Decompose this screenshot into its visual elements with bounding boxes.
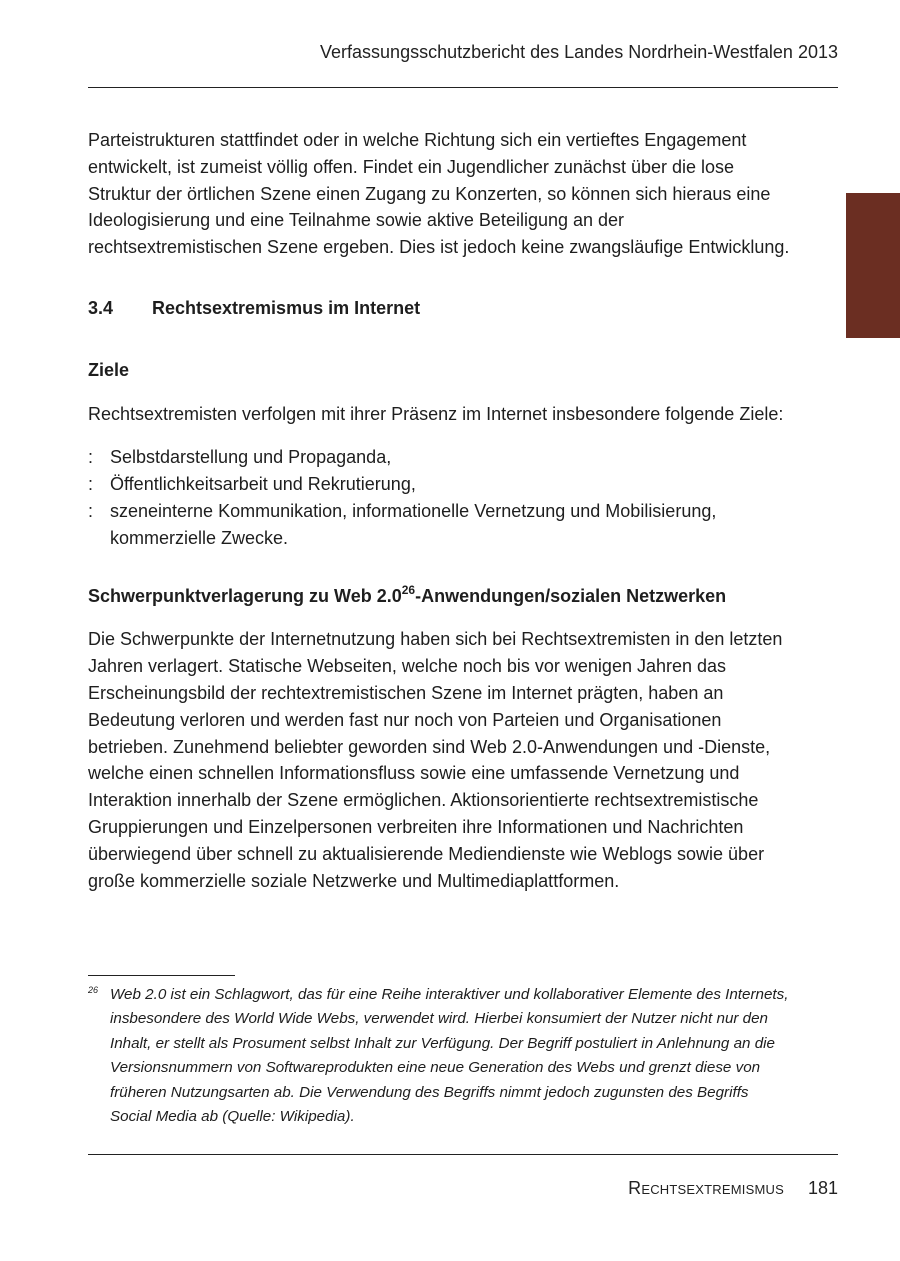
footnote-text: Web 2.0 ist ein Schlagwort, das für eine Reihe interaktiver und kollaborativer Elemente des Internets, insbesondere des World Wide Webs, verwendet wird. Hierbei konsumiert der Nutzer nicht nur den Inhalt, er stellt als Prosument selbst Inhalt zur Verfügung. Der Begriff postuliert in Anlehnung an die Versionsnummern von Softwareprodukten eine neue Generation des Webs und grenzt diese von früheren Nutzungsarten ab. Die Verwendung des Begriffs nimmt jedoch zugunsten des Begriffs Social Media ab (Quelle: Wikipedia). [110,986,789,1126]
section-number: 3.4 [88,297,114,318]
section-heading [88,295,793,322]
focus-heading: Schwerpunktverlagerung zu Web $2.0^{26}-Anwendungen$/sozialen Netzwerken [88,582,727,606]
section-title: Rechtsextremismus im Internet [152,297,421,318]
bullet-marker: : [88,500,94,521]
chapter-tab-marker [846,193,900,338]
intro-paragraph: Parteistrukturen stattfindet oder in welche Richtung sich ein vertieftes Engagement entwickelt, ist zumeist völlig offen. Findet ein Jugendlicher zunächst über die lose Struktur der örtlichen Szene einen Zugang zu Konzerten, so können sich hieraus eine Ideologisierung und eine Teilnahme sowie aktive Beteiligung an der rechtsextremistischen Szene ergeben. Dies ist jedoch keine zwangsläufige Entwicklung. [88,130,790,258]
footnote-rule [88,975,235,976]
list-item: : szeneinterne Kommunikation, informationelle Vernetzung und Mobilisierung, kommerzielle Zwecke. [88,498,793,552]
running-footer [628,1178,838,1199]
goals-paragraph: Rechtsextremisten verfolgen mit ihrer Präsenz im Internet insbesondere folgende Ziele: [88,403,784,424]
list-item: : Öffentlichkeitsarbeit und Rekrutierung, [88,471,793,498]
footer-section-name: Rechtsextremismus [628,1178,784,1198]
footnote [88,983,793,1129]
goals-heading: Ziele [88,359,130,380]
footnote-reference[interactable]: 26 [401,582,416,597]
page-number: 181 [807,1178,838,1198]
list-item: : Selbstdarstellung und Propaganda, [88,444,793,471]
goals-list [88,444,793,551]
focus-paragraph: Die Schwerpunkte der Internetnutzung haben sich bei Rechtsextremisten in den letzten Jahren verlagert. Statische Webseiten, welche noch bis vor wenigen Jahren das Erscheinungsbild der rechtextremistischen Szene im Internet prägten, haben an Bedeutung verloren und werden fast nur noch von Parteien und Organisationen betrieben. Zunehmend beliebter geworden sind Web 2.0-Anwendungen und -Dienste, welche einen schnellen Informationsfluss sowie eine umfassende Vernetzung und Interaktion innerhalb der Szene ermöglichen. Aktionsorientierte rechtsextremistische Gruppierungen und Einzelpersonen verbreiten ihre Informationen und Nachrichten überwiegend über schnell zu aktualisierende Mediendienste wie Weblogs sowie über große kommerzielle soziale Netzwerke und Multimediaplattformen. [88,629,783,891]
bullet-marker: : [88,474,94,495]
header-rule [88,87,838,88]
page-body [88,127,793,894]
footer-rule [88,1154,838,1155]
bullet-marker: : [88,447,94,468]
running-header: Verfassungsschutzbericht des Landes Nordrhein-Westfalen 2013 [320,42,838,62]
footnote-number: 26 [88,985,99,995]
